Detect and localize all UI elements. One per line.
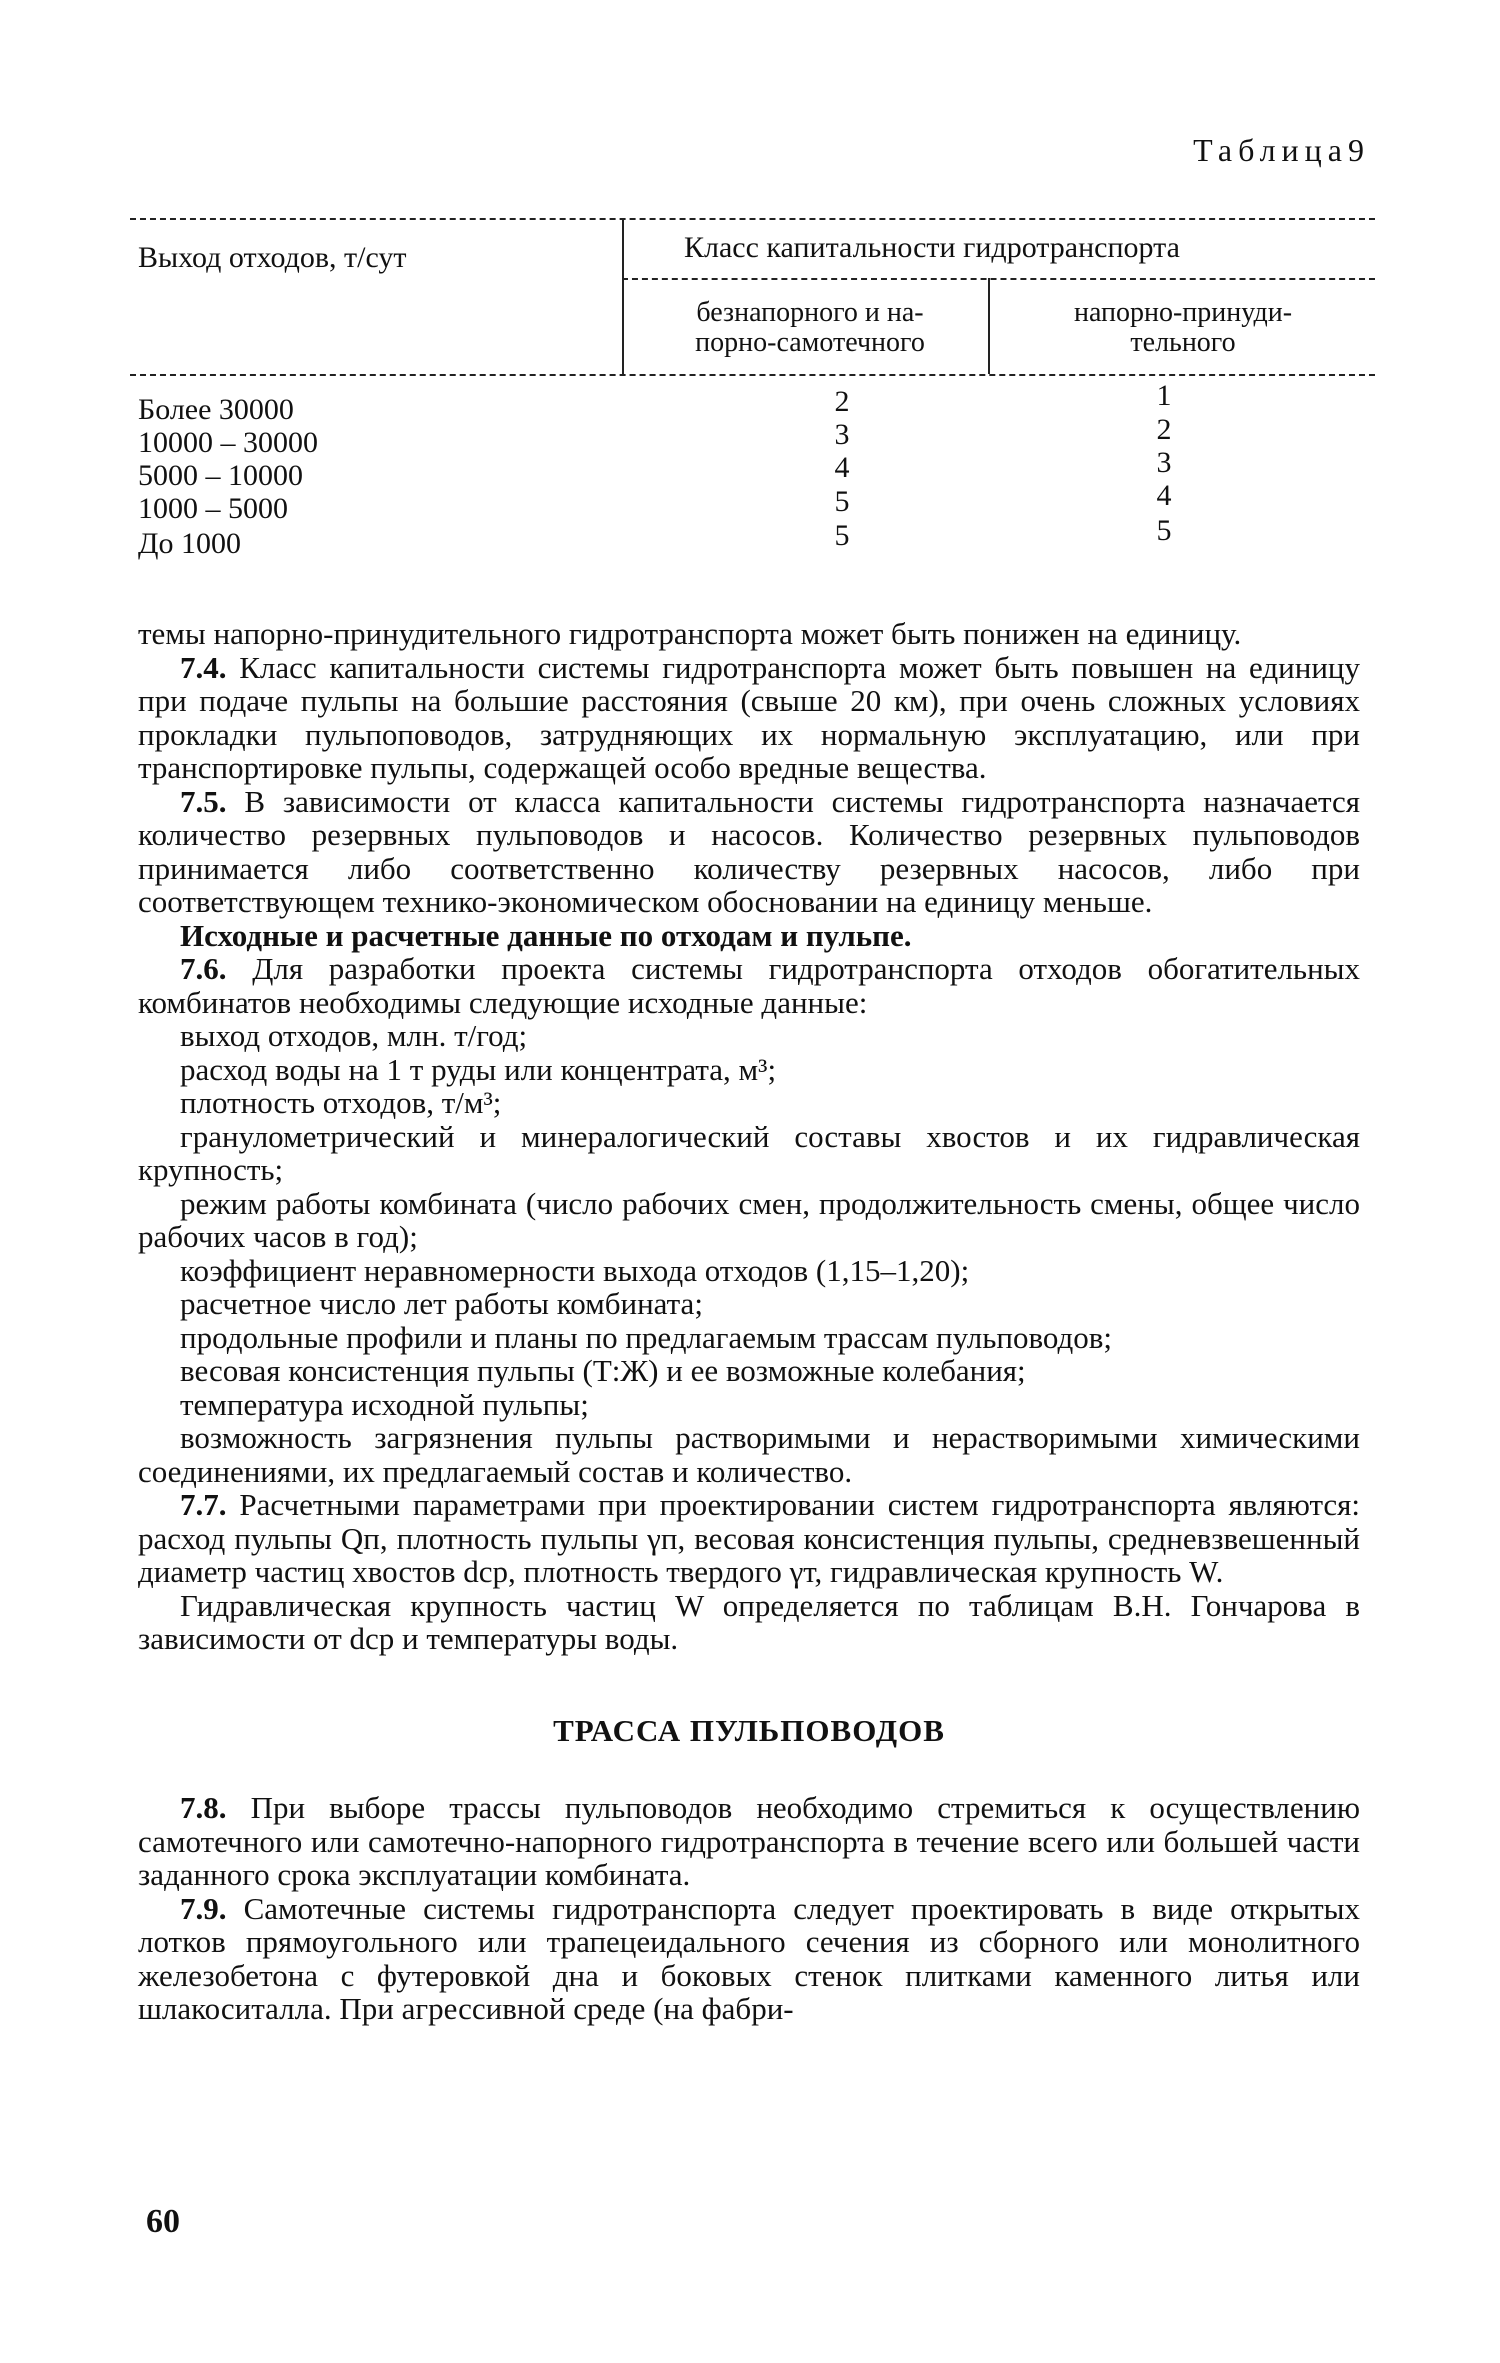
clause-number: 7.6. [180,951,227,986]
table-row-output: До 1000 [138,527,241,560]
paragraph-7-8 [138,1791,1360,1892]
subsection-heading: Исходные и расчетные данные по отходам и пульпе. [180,917,912,953]
table-cell-class-gravity: 4 [834,451,850,484]
table-cell-class-pressure: 3 [1156,446,1172,479]
table-header-class: Класс капитальности гидротранспорта [684,231,1180,264]
list-item: режим работы комбината (число рабочих смен, продолжительность смены, общее число рабочих часов в год); [138,1185,1360,1254]
paragraph-7-4 [138,651,1360,785]
data-table [130,218,1375,578]
subheader-gravity-line1: безнапорного и на- [696,297,924,328]
table-cell-class-gravity: 5 [834,519,850,552]
table-cell-class-gravity: 5 [834,485,850,518]
paragraph-continuation: темы напорно-принудительного гидротранспорта может быть понижен на единицу. [138,616,1242,651]
table-header-output: Выход отходов, т/сут [138,241,407,274]
table-cell-class-pressure: 4 [1156,479,1172,512]
input-data-list [138,1019,1360,1488]
table-row-output: Более 30000 [138,393,294,426]
list-item: температура исходной пульпы; [180,1386,589,1422]
paragraph-7-7-note: Гидравлическая крупность частиц W определяется по таблицам В.Н. Гончарова в зависимости от dср и температуры воды. [138,1587,1360,1656]
clause-text: Расчетными параметрами при проектировании систем гидротранспорта являются: расход пульпы Qп, плотность пульпы γп, весовая консистенция пульпы, средневзвешенный диаметр частиц хвостов dср, плотность твердого γт, гидравлическая крупность W. [138,1487,1360,1589]
table-cell-class-pressure: 5 [1156,514,1172,547]
subheader-gravity-line2: порно-самотечного [695,327,925,358]
list-item: возможность загрязнения пульпы растворимыми и нерастворимыми химическими соединениями, их предлагаемый состав и количество. [138,1420,1360,1489]
table-top-rule [130,218,1375,220]
table-row-output: 1000 – 5000 [138,492,288,525]
table-subcolumn-divider [988,278,990,374]
list-item: гранулометрический и минералогический составы хвостов и их гидравлическая крупность; [138,1118,1360,1187]
clause-text: В зависимости от класса капитальности системы гидротранспорта назначается количество резервных пульповодов и насосов. Количество резервных пульповодов принимается либо соответственно количеству резервных насосов, либо при соответствующем технико-экономическом обосновании на единицу меньше. [138,783,1360,919]
paragraph-7-7 [138,1488,1360,1589]
table-cell-class-gravity: 2 [834,385,850,418]
list-item: продольные профили и планы по предлагаемым трассам пульповодов; [180,1319,1113,1355]
table-row-output: 10000 – 30000 [138,426,318,459]
list-item: расход воды на 1 т руды или концентрата, м³; [180,1051,777,1087]
clause-text: При выборе трассы пульповодов необходимо стремиться к осуществлению самотечного или самотечно-напорного гидротранспорта в течение всего или большей части заданного срока эксплуатации комбината. [138,1790,1360,1892]
body-text [138,617,1360,2026]
table-subheader-pressure [998,298,1368,358]
table-header-bottom-rule [130,374,1375,376]
table-cell-class-gravity: 3 [834,418,850,451]
list-item: выход отходов, млн. т/год; [180,1018,528,1053]
list-item: коэффициент неравномерности выхода отходов (1,15–1,20); [180,1252,970,1288]
list-item: расчетное число лет работы комбината; [180,1286,703,1321]
paragraph-7-9 [138,1892,1360,2026]
table-row-output: 5000 – 10000 [138,459,303,492]
paragraph-7-5 [138,785,1360,919]
table-column-divider [622,218,624,374]
paragraph-7-6 [138,952,1360,1019]
table-cell-class-pressure: 1 [1156,379,1172,412]
table-group-rule [622,278,1375,280]
table-caption: Таблица9 [1193,132,1370,168]
clause-text: Самотечные системы гидротранспорта следует проектировать в виде открытых лотков прямоугольного или трапецеидального сечения из сборного или монолитного железобетона с футеровкой дна и боковых стенок плитками каменного литья или шлакоситалла. При агрессивной среде (на фабри- [138,1890,1360,2026]
section-title: ТРАССА ПУЛЬПОВОДОВ [553,1712,945,1748]
list-item: плотность отходов, т/м³; [180,1085,502,1120]
clause-number: 7.7. [180,1487,227,1522]
subheader-pressure-line2: тельного [1130,327,1236,358]
clause-text: Для разработки проекта системы гидротранспорта отходов обогатительных комбинатов необходимы следующие исходные данные: [138,951,1360,1020]
clause-number: 7.8. [180,1790,227,1825]
subheader-pressure-line1: напорно-принуди- [1073,297,1293,328]
clause-number: 7.5. [180,783,227,819]
page-number: 60 [146,2203,180,2240]
clause-number: 7.9. [180,1890,227,1926]
list-item: весовая консистенция пульпы (Т:Ж) и ее возможные колебания; [180,1353,1026,1388]
clause-text: Класс капитальности системы гидротранспорта может быть повышен на единицу при подаче пульпы на большие расстояния (свыше 20 км), при очень сложных условиях прокладки пульпоповодов, затрудняющих их нормальную эксплуатацию, или при транспортировке пульпы, содержащей особо вредные вещества. [138,649,1361,785]
clause-number: 7.4. [180,649,227,685]
table-subheader-gravity [640,298,980,358]
table-cell-class-pressure: 2 [1156,413,1172,446]
